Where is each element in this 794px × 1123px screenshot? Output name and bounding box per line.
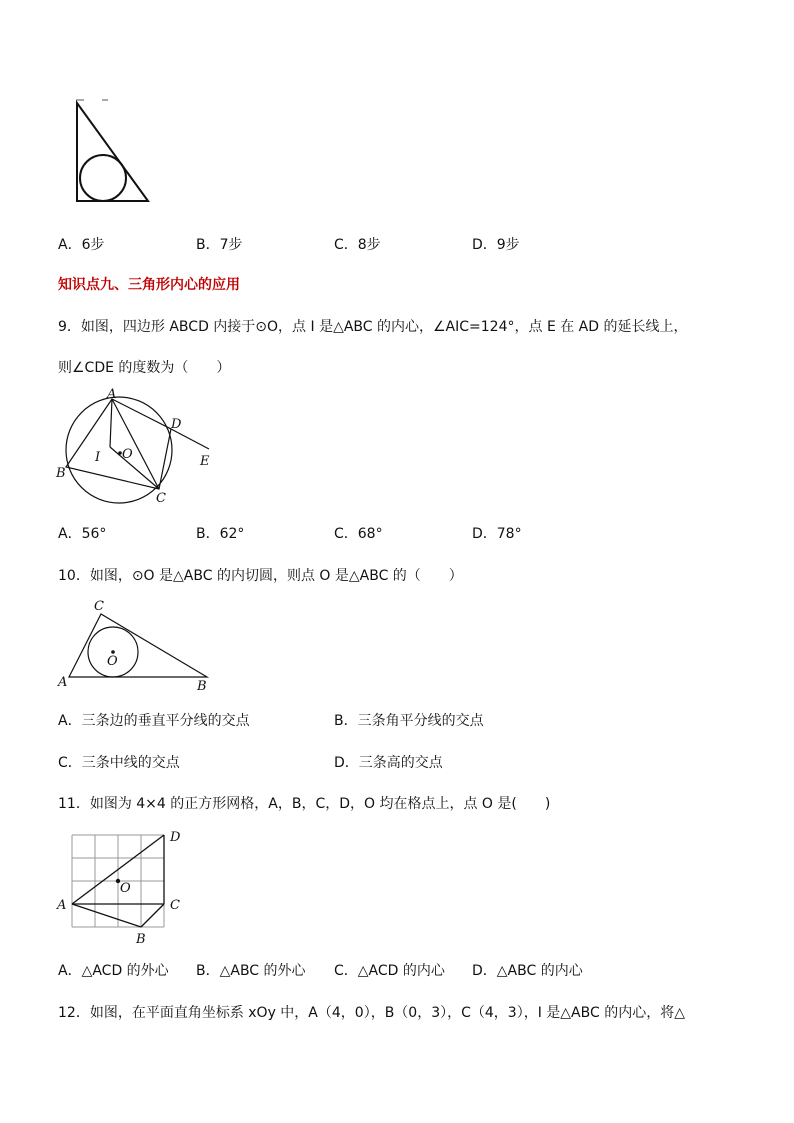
q8-option-a[interactable]: A．6步	[58, 237, 105, 253]
q9-stem-line1: 9．如图，四边形 ABCD 内接于⊙O，点 I 是△ABC 的内心，∠AIC=124°，点 E 在 AD 的延长线上，	[58, 319, 688, 335]
q8-option-c[interactable]: C．8步	[334, 237, 381, 253]
q11-label-b: B	[136, 932, 146, 947]
q8-triangle	[77, 103, 148, 201]
q11-figure	[52, 823, 192, 948]
q9-label-d: D	[171, 417, 182, 432]
q9-stem-line2: 则∠CDE 的度数为（ ）	[58, 360, 231, 376]
q11-label-o: O	[120, 881, 131, 896]
q9-figure	[52, 385, 222, 510]
q11-option-a[interactable]: A．△ACD 的外心	[58, 963, 169, 979]
q11-option-b[interactable]: B．△ABC 的外心	[196, 963, 306, 979]
q9-option-b[interactable]: B．62°	[196, 526, 245, 542]
q11-stem: 11．如图为 4×4 的正方形网格，A，B，C，D，O 均在格点上，点 O 是( )	[58, 796, 551, 812]
q8-figure	[60, 95, 160, 210]
q10-label-c: C	[94, 599, 104, 614]
q9-label-o: O	[122, 447, 133, 462]
q11-label-d: D	[170, 830, 181, 845]
q8-incircle	[80, 155, 126, 201]
q11-option-d[interactable]: D．△ABC 的内心	[472, 963, 583, 979]
q10-label-a: A	[58, 675, 68, 690]
q10-label-b: B	[197, 679, 207, 694]
q10-label-o: O	[107, 654, 118, 669]
q10-option-b[interactable]: B．三条角平分线的交点	[334, 713, 484, 729]
q9-option-a[interactable]: A．56°	[58, 526, 107, 542]
q11-label-a: A	[57, 898, 67, 913]
q10-option-c[interactable]: C．三条中线的交点	[58, 755, 180, 771]
q8-option-d[interactable]: D．9步	[472, 237, 520, 253]
q9-label-i: I	[95, 450, 101, 465]
q11-segment-bc	[141, 904, 164, 927]
q9-label-b: B	[56, 466, 66, 481]
q9-option-d[interactable]: D．78°	[472, 526, 522, 542]
q9-segment-ai	[110, 399, 112, 447]
q11-segment-ab	[72, 904, 141, 927]
q9-label-c: C	[156, 491, 166, 506]
q9-extension-de	[171, 429, 209, 449]
q10-option-d[interactable]: D．三条高的交点	[334, 755, 443, 771]
q9-option-c[interactable]: C．68°	[334, 526, 383, 542]
q10-option-a[interactable]: A．三条边的垂直平分线的交点	[58, 713, 250, 729]
q9-diagonal-ac	[112, 399, 159, 489]
q11-label-c: C	[170, 898, 180, 913]
q9-label-e: E	[200, 454, 210, 469]
q10-figure	[52, 595, 217, 695]
q10-triangle	[69, 614, 207, 677]
q11-option-c[interactable]: C．△ACD 的内心	[334, 963, 445, 979]
q8-option-b[interactable]: B．7步	[196, 237, 243, 253]
q9-label-a: A	[107, 387, 117, 402]
q10-stem: 10．如图，⊙O 是△ABC 的内切圆，则点 O 是△ABC 的（ ）	[58, 568, 463, 584]
q12-stem: 12．如图，在平面直角坐标系 xOy 中，A（4，0），B（0，3），C（4，3），I 是△ABC 的内心，将△	[58, 1005, 685, 1021]
section-title: 知识点九、三角形内心的应用	[58, 277, 240, 293]
